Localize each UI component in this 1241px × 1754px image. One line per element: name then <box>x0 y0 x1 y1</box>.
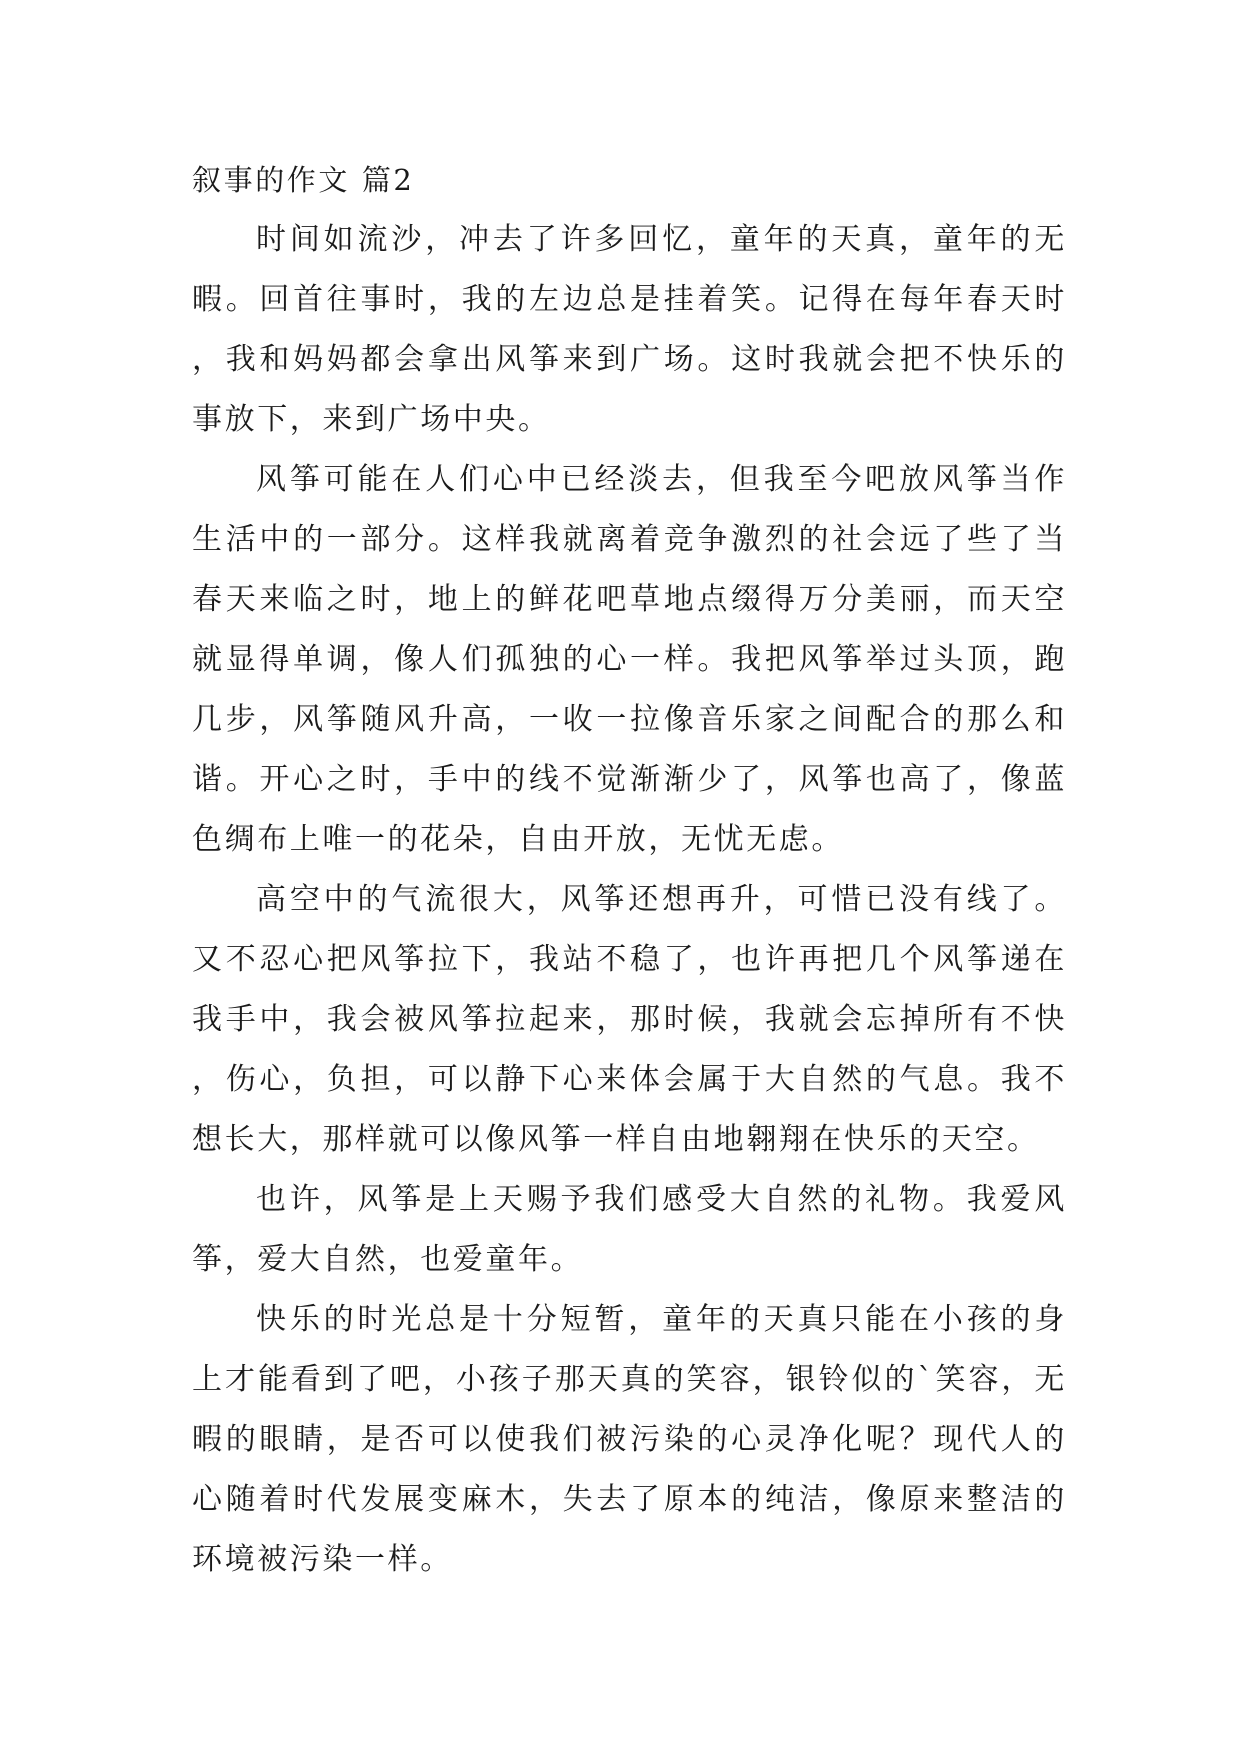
essay-title: 叙事的作文 篇2 <box>192 163 415 197</box>
paragraph-4: 也许，风筝是上天赐予我们感受大自然的礼物。我爱风筝，爱大自然，也爱童年。 <box>192 1182 1067 1277</box>
paragraph-3: 高空中的气流很大，风筝还想再升，可惜已没有线了。又不忍心把风筝拉下，我站不稳了，也许再把几个风筝递在我手中，我会被风筝拉起来，那时候，我就会忘掉所有不快，伤心，负担，可以静下心来体会属于大自然的气息。我不想长大，那样就可以像风筝一样自由地翱翔在快乐的天空。 <box>192 882 1067 1157</box>
essay-body <box>192 150 1067 1590</box>
paragraph-2: 风筝可能在人们心中已经淡去，但我至今吧放风筝当作生活中的一部分。这样我就离着竞争激烈的社会远了些了当春天来临之时，地上的鲜花吧草地点缀得万分美丽，而天空就显得单调，像人们孤独的心一样。我把风筝举过头顶，跑几步，风筝随风升高，一收一拉像音乐家之间配合的那么和谐。开心之时，手中的线不觉渐渐少了，风筝也高了，像蓝色绸布上唯一的花朵，自由开放，无忧无虑。 <box>192 462 1067 857</box>
paragraph-5: 快乐的时光总是十分短暂，童年的天真只能在小孩的身上才能看到了吧，小孩子那天真的笑容，银铃似的`笑容，无暇的眼睛，是否可以使我们被污染的心灵净化呢？现代人的心随着时代发展变麻木，失去了原本的纯洁，像原来整洁的环境被污染一样。 <box>192 1302 1067 1577</box>
paragraph-1: 时间如流沙，冲去了许多回忆，童年的天真，童年的无暇。回首往事时，我的左边总是挂着笑。记得在每年春天时，我和妈妈都会拿出风筝来到广场。这时我就会把不快乐的事放下，来到广场中央。 <box>192 222 1067 437</box>
